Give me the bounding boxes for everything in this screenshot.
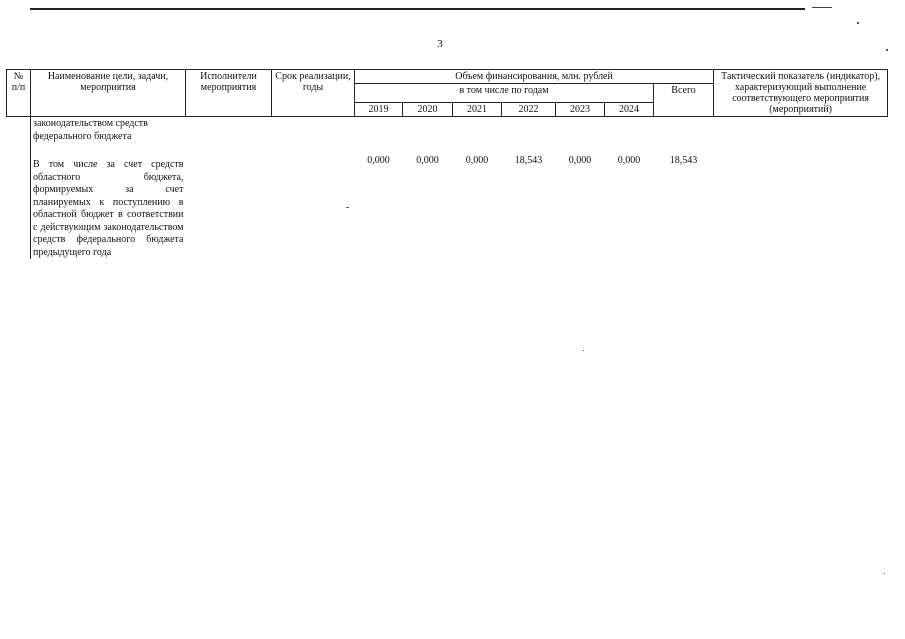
value-2021: 0,000 bbox=[465, 155, 489, 166]
scan-speck bbox=[886, 49, 888, 51]
table-row bbox=[7, 117, 888, 260]
row-name-continued: законодательством средств федерального бюджета bbox=[33, 118, 148, 142]
value-2024: 0,000 bbox=[617, 155, 641, 166]
top-border-line bbox=[30, 8, 805, 10]
header-year-2024: 2024 bbox=[605, 103, 654, 117]
header-indicator: Тактический показатель (индикатор), характеризующий выполнение соответствующего мероприятия (мероприятий) bbox=[714, 70, 888, 117]
header-total: Всего bbox=[654, 84, 714, 117]
value-2019: 0,000 bbox=[367, 155, 390, 166]
scan-speck bbox=[346, 207, 349, 208]
header-name: Наименование цели, задачи, мероприятия bbox=[31, 70, 186, 117]
row-name: В том числе за счет средств областного бюджета, формируемых за счет планируемых к поступлению в областной бюджет в соответствии с действующим законодательством средств федерального бюджета предыдущего года bbox=[33, 159, 184, 258]
header-by-years: в том числе по годам bbox=[355, 84, 654, 103]
header-term: Срок реализации, годы bbox=[272, 70, 355, 117]
financing-table bbox=[6, 69, 888, 259]
value-total: 18,543 bbox=[669, 155, 698, 166]
header-year-2021: 2021 bbox=[453, 103, 502, 117]
top-border-line-fragment bbox=[812, 7, 832, 8]
header-financing: Объем финансирования, млн. рублей bbox=[355, 70, 714, 84]
value-2022: 18,543 bbox=[514, 155, 543, 166]
header-num: № п/п bbox=[7, 70, 31, 117]
page-number: 3 bbox=[437, 38, 443, 50]
value-2023: 0,000 bbox=[568, 155, 592, 166]
scan-speck bbox=[857, 22, 859, 24]
scan-speck bbox=[884, 573, 885, 574]
value-2020: 0,000 bbox=[416, 155, 439, 166]
header-year-2023: 2023 bbox=[556, 103, 605, 117]
header-executors: Исполнители мероприятия bbox=[186, 70, 272, 117]
header-year-2020: 2020 bbox=[403, 103, 453, 117]
header-year-2022: 2022 bbox=[502, 103, 556, 117]
scan-speck bbox=[583, 350, 584, 351]
header-year-2019: 2019 bbox=[355, 103, 403, 117]
